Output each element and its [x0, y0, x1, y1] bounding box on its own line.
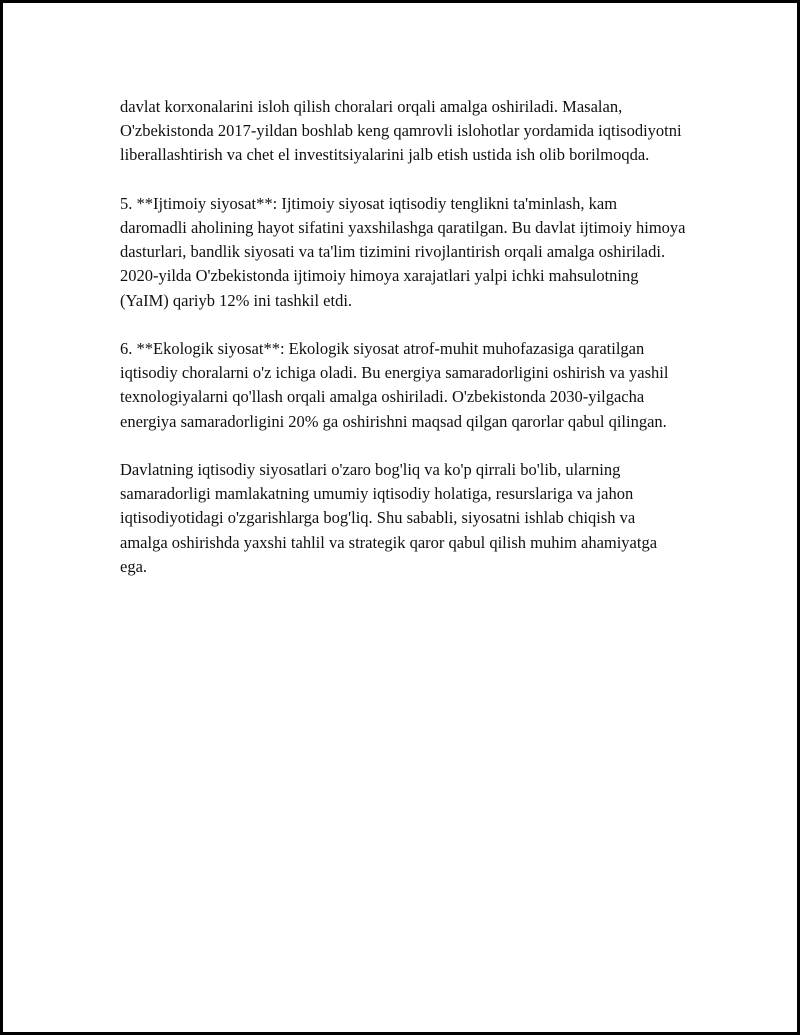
- paragraph-conclusion: Davlatning iqtisodiy siyosatlari o'zaro bog'liq va ko'p qirrali bo'lib, ularning samaradorligi mamlakatning umumiy iqtisodiy holatiga, resurslariga va jahon iqtisodiyotidagi o'zgarishlarga bog'liq. Shu sababli, siyosatni ishlab chiqish va amalga oshirishda yaxshi tahlil va strategik qaror qabul qilish muhim ahamiyatga ega.: [120, 460, 658, 576]
- document-body: [120, 95, 686, 603]
- paragraph-continuation: davlat korxonalarini isloh qilish choralari orqali amalga oshiriladi. Masalan, O'zbekistonda 2017-yildan boshlab keng qamrovli islohotlar yordamida iqtisodiyotni liberallashtirish va chet el investitsiyalarini jalb etish ustida ish olib borilmoqda.: [120, 97, 682, 165]
- paragraph-ecological-policy: 6. **Ekologik siyosat**: Ekologik siyosat atrof-muhit muhofazasiga qaratilgan iqtisodiy choralarni o'z ichiga oladi. Bu energiya samaradorligini oshirish va yashil texnologiyalarni qo'llash orqali amalga oshiriladi. O'zbekistonda 2030-yilgacha energiya samaradorligini 20% ga oshirishni maqsad qilgan qarorlar qabul qilingan.: [120, 339, 669, 431]
- paragraph-social-policy: 5. **Ijtimoiy siyosat**: Ijtimoiy siyosat iqtisodiy tenglikni ta'minlash, kam daromadli aholining hayot sifatini yaxshilashga qaratilgan. Bu davlat ijtimoiy himoya dasturlari, bandlik siyosati va ta'lim tizimini rivojlantirish orqali amalga oshiriladi. 2020-yilda O'zbekistonda ijtimoiy himoya xarajatlari yalpi ichki mahsulotning (YaIM) qariyb 12% ini tashkil etdi.: [120, 193, 686, 310]
